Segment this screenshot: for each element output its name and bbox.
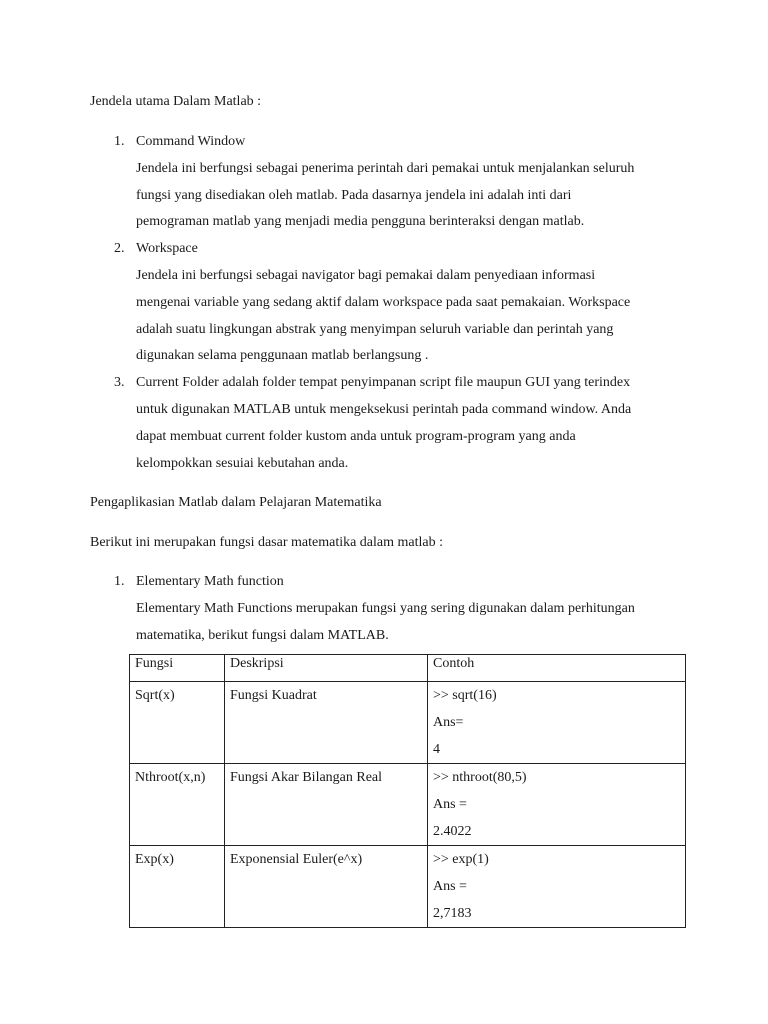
cell-contoh — [428, 764, 686, 846]
main-windows-heading: Jendela utama Dalam Matlab : — [90, 94, 262, 109]
example-command: >> exp(1) — [433, 852, 489, 867]
cell-deskripsi: Fungsi Kuadrat — [225, 682, 428, 764]
functions-intro: Berikut ini merupakan fungsi dasar matematika dalam matlab : — [90, 535, 444, 550]
example-ans-label: Ans = — [433, 879, 467, 894]
paragraph-line: digunakan selama penggunaan matlab berlangsung . — [136, 348, 429, 363]
list-item-title: Current Folder adalah folder tempat penyimpanan script file maupun GUI yang terindex — [136, 375, 631, 390]
paragraph-line: Elementary Math Functions merupakan fungsi yang sering digunakan dalam perhitungan — [136, 601, 635, 616]
cell-fungsi: Nthroot(x,n) — [130, 764, 225, 846]
paragraph-line: dapat membuat current folder kustom anda untuk program-program yang anda — [136, 429, 576, 444]
list-item-title: Command Window — [136, 134, 246, 149]
table-row — [130, 764, 686, 846]
application-heading: Pengaplikasian Matlab dalam Pelajaran Matematika — [90, 495, 382, 510]
header-contoh: Contoh — [428, 655, 686, 682]
example-ans-label: Ans= — [433, 715, 464, 730]
paragraph-line: kelompokkan sesuiai kebutahan anda. — [136, 456, 349, 471]
math-functions-table — [129, 654, 686, 928]
example-result: 4 — [433, 742, 440, 757]
table-row — [130, 846, 686, 928]
list-number: 1. — [114, 574, 125, 589]
cell-contoh — [428, 846, 686, 928]
cell-fungsi: Exp(x) — [130, 846, 225, 928]
list-number: 1. — [114, 134, 125, 149]
paragraph-line: adalah suatu lingkungan abstrak yang menyimpan seluruh variable dan perintah yang — [136, 322, 614, 337]
paragraph-line: mengenai variable yang sedang aktif dalam workspace pada saat pemakaian. Workspace — [136, 295, 631, 310]
paragraph-line: fungsi yang disediakan oleh matlab. Pada dasarnya jendela ini adalah inti dari — [136, 188, 572, 203]
list-number: 3. — [114, 375, 125, 390]
header-fungsi: Fungsi — [130, 655, 225, 682]
paragraph-line: pemograman matlab yang menjadi media pengguna berinteraksi dengan matlab. — [136, 214, 585, 229]
paragraph-line: Jendela ini berfungsi sebagai navigator bagi pemakai dalam penyediaan informasi — [136, 268, 596, 283]
paragraph-line: Jendela ini berfungsi sebagai penerima perintah dari pemakai untuk menjalankan seluruh — [136, 161, 635, 176]
header-deskripsi: Deskripsi — [225, 655, 428, 682]
cell-contoh — [428, 682, 686, 764]
list-item-title: Elementary Math function — [136, 574, 284, 589]
table-row — [130, 682, 686, 764]
list-item-title: Workspace — [136, 241, 198, 256]
example-command: >> sqrt(16) — [433, 688, 497, 703]
example-command: >> nthroot(80,5) — [433, 770, 527, 785]
paragraph-line: matematika, berikut fungsi dalam MATLAB. — [136, 628, 389, 643]
table-header-row — [130, 655, 686, 682]
cell-deskripsi: Exponensial Euler(e^x) — [225, 846, 428, 928]
cell-fungsi: Sqrt(x) — [130, 682, 225, 764]
example-result: 2,7183 — [433, 906, 472, 921]
example-ans-label: Ans = — [433, 797, 467, 812]
list-number: 2. — [114, 241, 125, 256]
cell-deskripsi: Fungsi Akar Bilangan Real — [225, 764, 428, 846]
example-result: 2.4022 — [433, 824, 472, 839]
paragraph-line: untuk digunakan MATLAB untuk mengeksekusi perintah pada command window. Anda — [136, 402, 632, 417]
